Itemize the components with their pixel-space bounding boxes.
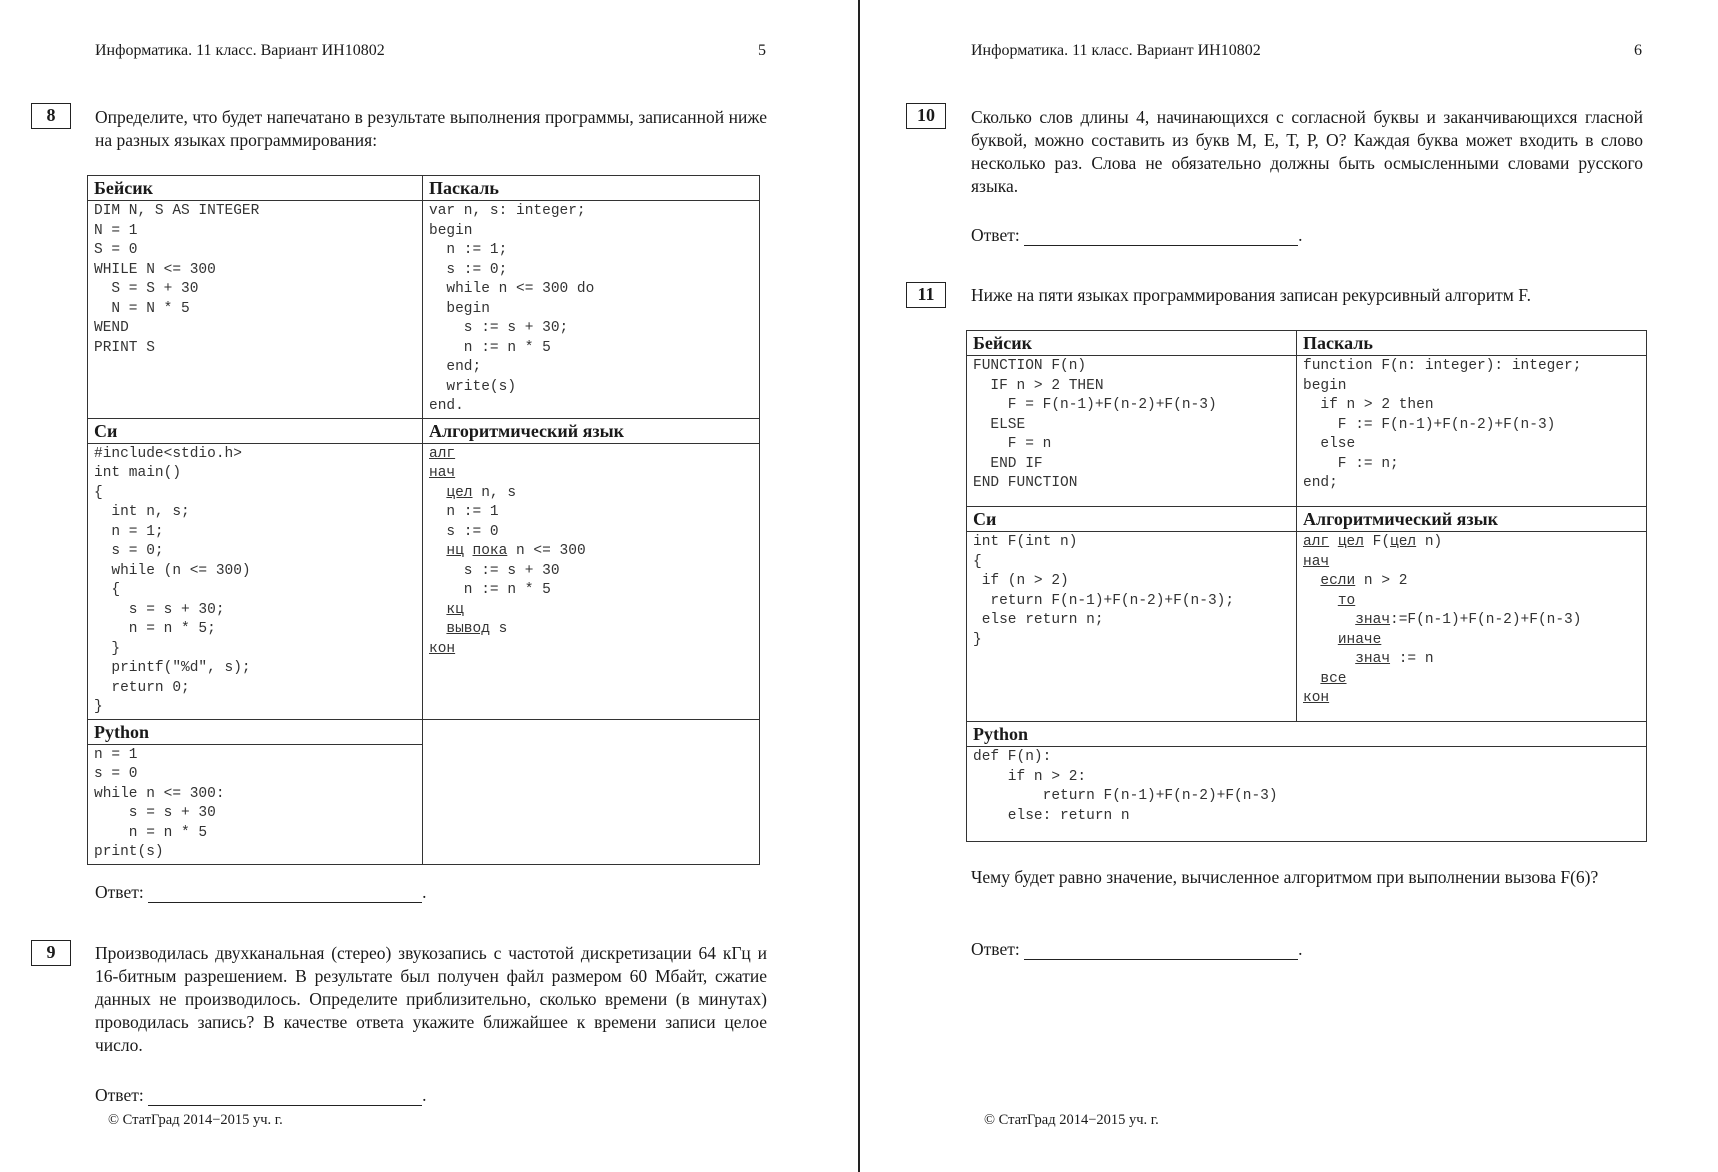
task-9-answer: Ответ: . — [95, 1085, 427, 1105]
task-8-code-table — [87, 175, 760, 865]
python-code: def F(n): if n > 2: return F(n-1)+F(n-2)+F(n-3) else: return n — [973, 749, 1278, 824]
c-label: Си — [967, 507, 1296, 532]
answer-label: Ответ: — [95, 882, 144, 902]
pascal-cell — [423, 176, 760, 419]
page-number: 6 — [1634, 42, 1642, 59]
alg-code: алг нач цел n, s n := 1 s := 0 нц пока n <= 300 s := s + 30 n := n * 5 кц вывод s кон — [429, 445, 586, 657]
task-8-text: Определите, что будет напечатано в результате выполнения программы, записанной ниже на разных языках программирования: — [95, 107, 767, 150]
python-label: Python — [88, 720, 422, 745]
python-cell — [88, 719, 423, 864]
task-9-number: 9 — [31, 940, 71, 966]
c-cell — [88, 418, 423, 719]
python-cell — [967, 722, 1647, 842]
python-code: n = 1 s = 0 while n <= 300: s = s + 30 n = n * 5 print(s) — [94, 746, 225, 860]
task-11-text: Ниже на пяти языках программирования записан рекурсивный алгоритм F. — [971, 285, 1531, 305]
task-8-number: 8 — [31, 103, 71, 129]
basic-cell — [88, 176, 423, 419]
basic-label: Бейсик — [88, 176, 422, 201]
task-11-number: 11 — [906, 282, 946, 308]
pascal-cell — [1297, 331, 1647, 507]
pascal-label: Паскаль — [423, 176, 759, 201]
c-code: #include<stdio.h> int main() { int n, s; n = 1; s = 0; while (n <= 300) { s = s + 30; n = n * 5; } printf("%d", s); return 0; } — [94, 445, 251, 715]
pascal-code: var n, s: integer; begin n := 1; s := 0; while n <= 300 do begin s := s + 30; n := n * 5 end; write(s) end. — [429, 203, 595, 414]
basic-cell — [967, 331, 1297, 507]
answer-label: Ответ: — [95, 1085, 144, 1105]
answer-label: Ответ: — [971, 939, 1020, 959]
answer-label: Ответ: — [971, 225, 1020, 245]
copyright: © СтатГрад 2014−2015 уч. г. — [108, 1112, 283, 1128]
page-header: Информатика. 11 класс. Вариант ИН10802 — [971, 42, 1261, 59]
alg-cell — [1297, 507, 1647, 722]
answer-field[interactable] — [1024, 227, 1298, 246]
copyright: © СтатГрад 2014−2015 уч. г. — [984, 1112, 1159, 1128]
task-11-code-table — [966, 330, 1647, 842]
empty-cell — [423, 719, 760, 864]
pascal-code: function F(n: integer): integer; begin if n > 2 then F := F(n-1)+F(n-2)+F(n-3) else F := n; end; — [1303, 358, 1582, 491]
pascal-label: Паскаль — [1297, 331, 1646, 356]
task-10-number: 10 — [906, 103, 946, 129]
task-10-answer: Ответ: . — [971, 225, 1303, 245]
basic-code: FUNCTION F(n) IF n > 2 THEN F = F(n-1)+F(n-2)+F(n-3) ELSE F = n END IF END FUNCTION — [973, 358, 1217, 491]
basic-label: Бейсик — [967, 331, 1296, 356]
c-code: int F(int n) { if (n > 2) return F(n-1)+F(n-2)+F(n-3); else return n; } — [973, 534, 1235, 648]
alg-label: Алгоритмический язык — [423, 419, 759, 444]
python-label: Python — [967, 722, 1646, 747]
task-11-question: Чему будет равно значение, вычисленное алгоритмом при выполнении вызова F(6)? — [971, 867, 1599, 887]
task-8-answer: Ответ: . — [95, 882, 427, 902]
c-cell — [967, 507, 1297, 722]
task-9-text: Производилась двухканальная (стерео) звукозапись с частотой дискретизации 64 кГц и 16-битным разрешением. В результате был получен файл размером 60 Мбайт, сжатие данных не производилось. Определите приблизительно, сколько времени (в минутах) проводилась запись? В качестве ответа укажите ближайшее к времени записи целое число. — [95, 943, 767, 1055]
alg-code: алг цел F(цел n) нач если n > 2 то знач:=F(n-1)+F(n-2)+F(n-3) иначе знач := n все кон — [1303, 534, 1582, 706]
page-5 — [0, 0, 858, 1172]
page-number: 5 — [758, 42, 766, 59]
task-11-answer: Ответ: . — [971, 939, 1303, 959]
basic-code: DIM N, S AS INTEGER N = 1 S = 0 WHILE N <= 300 S = S + 30 N = N * 5 WEND PRINT S — [94, 203, 260, 356]
answer-field[interactable] — [148, 884, 422, 903]
answer-field[interactable] — [1024, 941, 1298, 960]
c-label: Си — [88, 419, 422, 444]
page-6 — [860, 0, 1718, 1172]
alg-label: Алгоритмический язык — [1297, 507, 1646, 532]
task-10-text: Сколько слов длины 4, начинающихся с согласной буквы и заканчивающихся гласной буквой, можно составить из букв М, Е, Т, Р, О? Каждая буква может входить в слово несколько раз. Слова не обязательно должны быть осмысленными словами русского языка. — [971, 107, 1643, 196]
answer-field[interactable] — [148, 1087, 422, 1106]
alg-cell — [423, 418, 760, 719]
page-header: Информатика. 11 класс. Вариант ИН10802 — [95, 42, 385, 59]
